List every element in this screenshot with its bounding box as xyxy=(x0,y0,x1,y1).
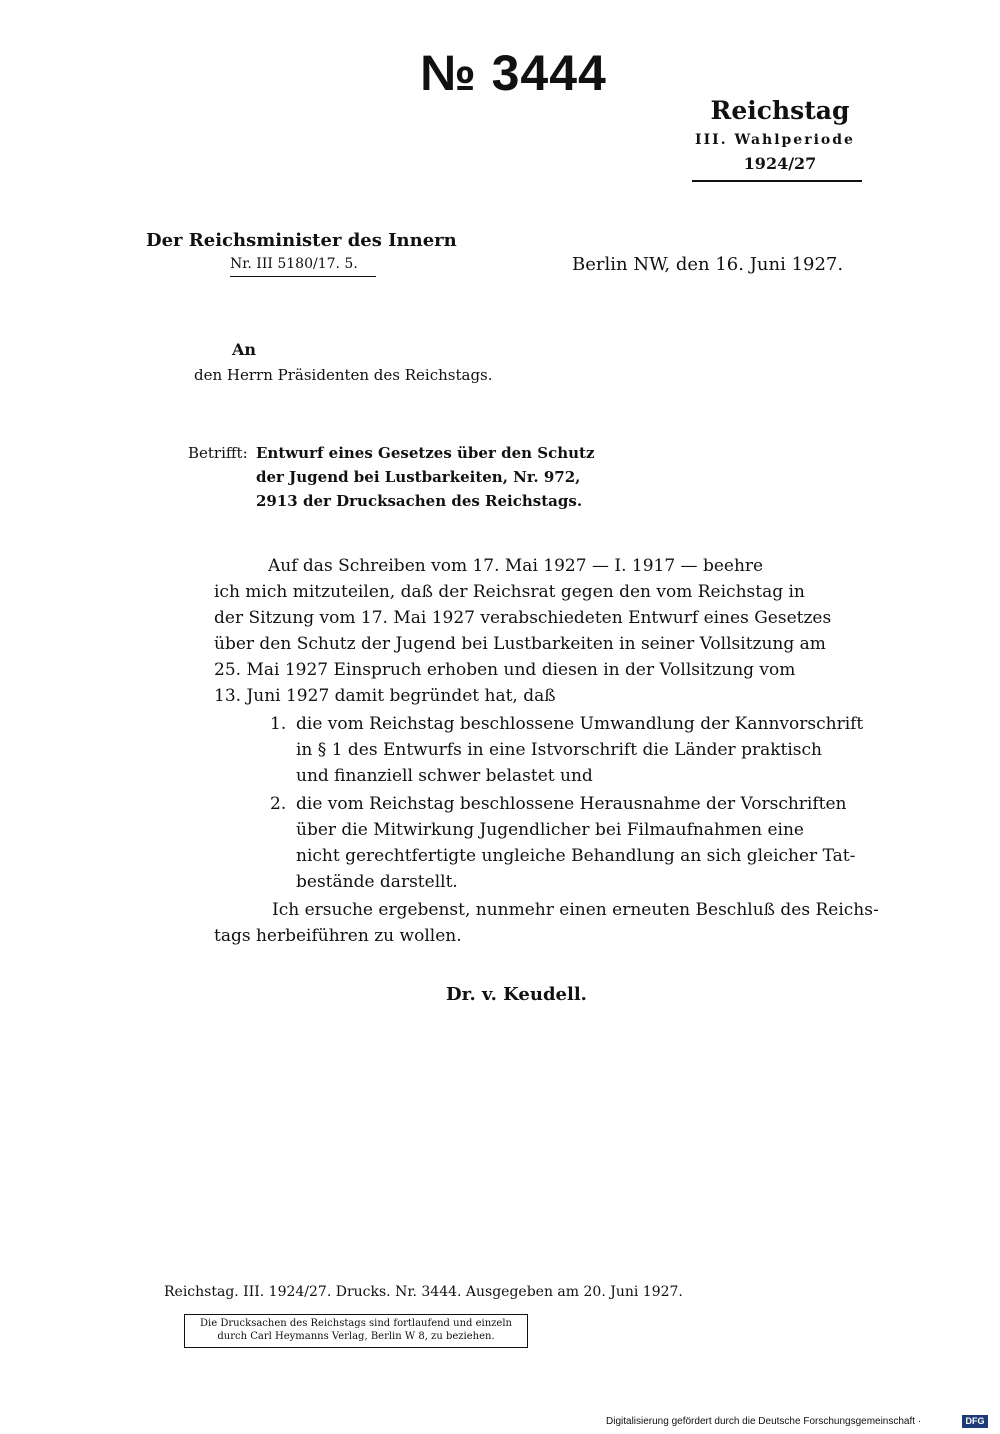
body-line: ich mich mitzuteilen, daß der Reichsrat gegen den vom Reichstag in xyxy=(214,582,805,602)
footer-imprint: Reichstag. III. 1924/27. Drucks. Nr. 3444. Ausgegeben am 20. Juni 1927. xyxy=(164,1284,683,1300)
body-line: Ich ersuche ergebenst, nunmehr einen erneuten Beschluß des Reichs- xyxy=(272,900,879,920)
sender-reference: Nr. III 5180/17. 5. xyxy=(230,256,358,272)
header-divider xyxy=(692,180,862,182)
period-years: 1924/27 xyxy=(743,154,817,173)
reichstag-title: Reichstag xyxy=(710,96,850,125)
body-line: tags herbeiführen zu wollen. xyxy=(214,926,462,946)
legislative-period: III. Wahlperiode xyxy=(695,132,855,148)
list-item-number: 2. xyxy=(270,794,287,814)
body-line: über den Schutz der Jugend bei Lustbarkeiten in seiner Vollsitzung am xyxy=(214,634,826,654)
signature: Dr. v. Keudell. xyxy=(446,984,587,1005)
subject-line: Entwurf eines Gesetzes über den Schutz xyxy=(256,444,595,462)
list-item-line: die vom Reichstag beschlossene Umwandlung der Kannvorschrift xyxy=(296,714,864,734)
dfg-logo: DFG xyxy=(962,1415,988,1428)
body-line: der Sitzung vom 17. Mai 1927 verabschiedeten Entwurf eines Gesetzes xyxy=(214,608,832,628)
dateline: Berlin NW, den 16. Juni 1927. xyxy=(572,254,844,275)
subject-line: der Jugend bei Lustbarkeiten, Nr. 972, xyxy=(256,468,581,486)
body-line: 13. Juni 1927 damit begründet hat, daß xyxy=(214,686,556,706)
subject-label: Betrifft: xyxy=(188,444,248,462)
document-number: № 3444 xyxy=(420,45,607,101)
recipient-name: den Herrn Präsidenten des Reichstags. xyxy=(194,366,493,384)
list-item-line: die vom Reichstag beschlossene Herausnahme der Vorschriften xyxy=(296,794,847,814)
list-item-line: bestände darstellt. xyxy=(296,872,458,892)
body-line: Auf das Schreiben vom 17. Mai 1927 — I. 1917 — beehre xyxy=(268,556,764,576)
footer-notice-line: durch Carl Heymanns Verlag, Berlin W 8, zu beziehen. xyxy=(217,1331,495,1342)
footer-notice-box xyxy=(184,1314,528,1348)
reference-underline xyxy=(230,276,376,277)
sender-title: Der Reichsminister des Innern xyxy=(146,230,457,251)
list-item-line: und finanziell schwer belastet und xyxy=(296,766,593,786)
list-item-line: nicht gerechtfertigte ungleiche Behandlung an sich gleicher Tat- xyxy=(296,846,856,866)
digitization-credit: Digitalisierung gefördert durch die Deutsche Forschungsgemeinschaft · xyxy=(606,1416,922,1427)
recipient-salutation: An xyxy=(232,340,257,359)
list-item-number: 1. xyxy=(270,714,287,734)
list-item-line: über die Mitwirkung Jugendlicher bei Filmaufnahmen eine xyxy=(296,820,804,840)
footer-notice-line: Die Drucksachen des Reichstags sind fortlaufend und einzeln xyxy=(200,1318,512,1329)
body-line: 25. Mai 1927 Einspruch erhoben und diesen in der Vollsitzung vom xyxy=(214,660,796,680)
list-item-line: in § 1 des Entwurfs in eine Istvorschrift die Länder praktisch xyxy=(296,740,822,760)
subject-line: 2913 der Drucksachen des Reichstags. xyxy=(256,492,583,510)
